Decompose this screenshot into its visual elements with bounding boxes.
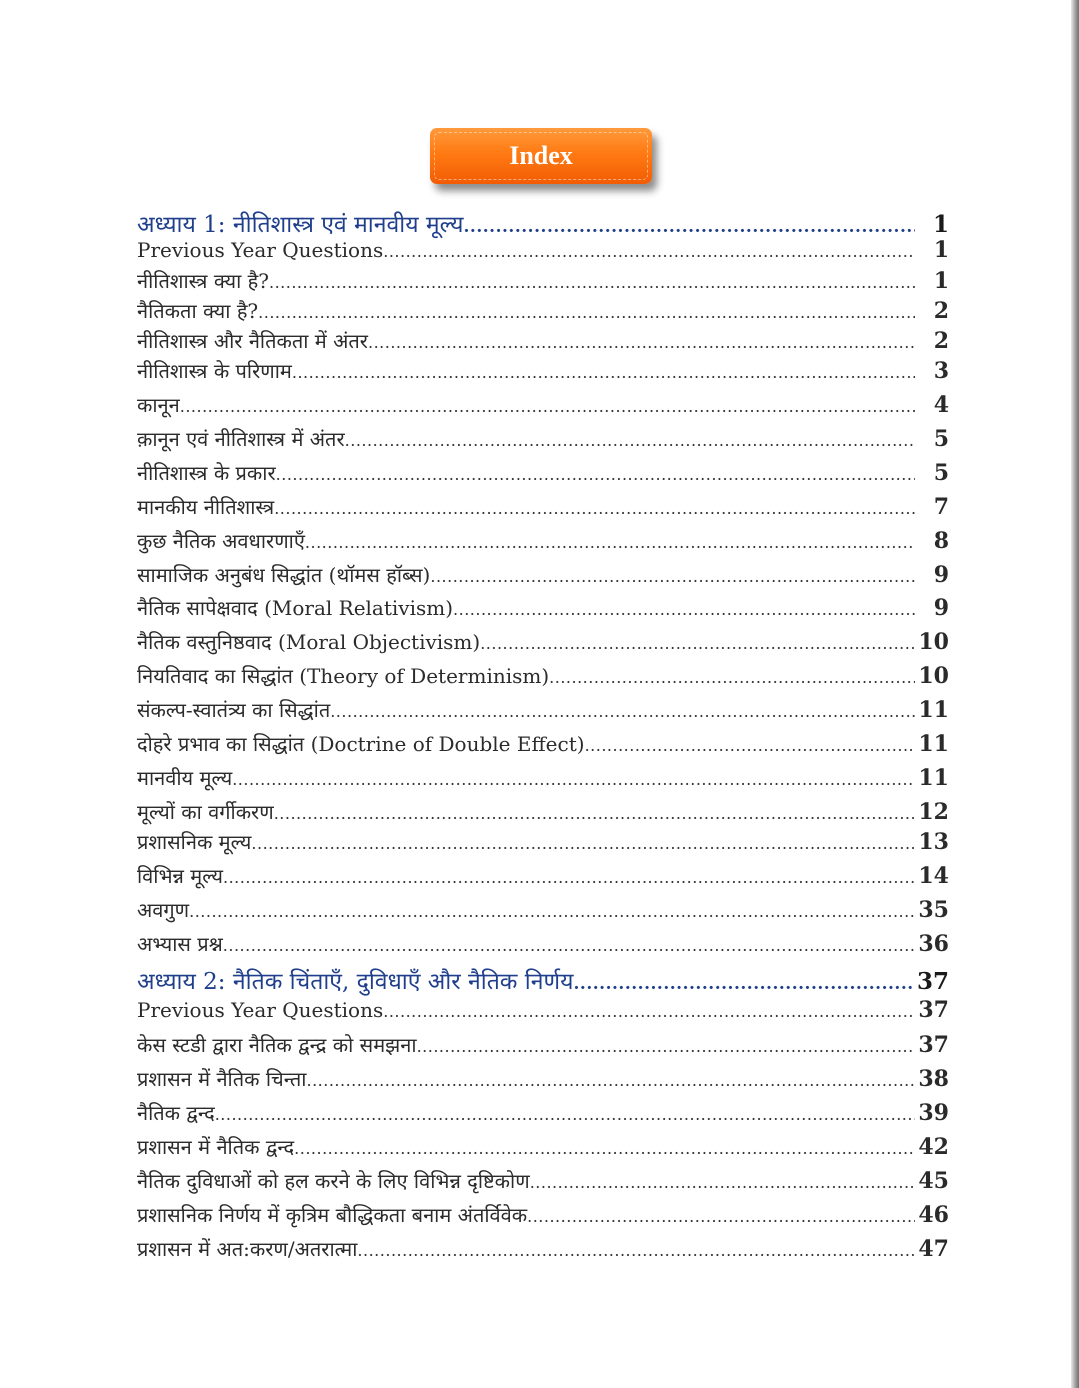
toc-entry-row[interactable] — [137, 1133, 949, 1160]
dot-leader — [215, 1105, 915, 1124]
dot-leader — [417, 1037, 915, 1056]
dot-leader — [251, 834, 915, 853]
toc-page-number: 37 — [918, 1032, 949, 1058]
toc-entry-row[interactable] — [137, 1167, 949, 1194]
dot-leader — [305, 533, 915, 552]
toc-entry-label: नीतिशास्त्र के प्रकार — [137, 461, 276, 485]
toc-entry-label: Previous Year Questions — [137, 238, 384, 262]
toc-entry-label: कुछ नैतिक अवधारणाएँ — [137, 529, 305, 553]
dot-leader — [274, 499, 915, 518]
dot-leader — [464, 217, 916, 237]
toc-page-number: 4 — [933, 392, 949, 418]
toc-entry-label: मानकीय नीतिशास्त्र — [137, 495, 275, 519]
toc-entry-row[interactable] — [137, 594, 949, 621]
toc-entry-label: नीतिशास्त्र क्या है? — [137, 269, 269, 293]
toc-entry-row[interactable] — [137, 730, 949, 757]
toc-entry-label: अध्याय 2: नैतिक चिंताएँ, दुविधाएँ और नैतिक निर्णय — [137, 969, 574, 995]
toc-entry-label: प्रशासन में अत:करण/अतरात्मा — [137, 1237, 358, 1261]
toc-entry-row[interactable] — [137, 896, 949, 923]
dot-leader — [383, 242, 915, 261]
dot-leader — [480, 634, 915, 653]
toc-page-number: 10 — [918, 629, 949, 655]
toc-entry-label: नियतिवाद का सिद्धांत (Theory of Determinism) — [137, 664, 550, 688]
toc-entry-row[interactable] — [137, 1201, 949, 1228]
dot-leader — [189, 902, 915, 921]
toc-entry-row[interactable] — [137, 1235, 949, 1262]
toc-entry-row[interactable] — [137, 297, 949, 324]
dot-leader — [258, 303, 915, 322]
dot-leader — [357, 1241, 915, 1260]
dot-leader — [274, 804, 915, 823]
toc-page-number: 5 — [933, 426, 949, 452]
dot-leader — [368, 333, 915, 352]
dot-leader — [383, 1002, 915, 1021]
toc-entry-label: मूल्यों का वर्गीकरण — [137, 800, 274, 824]
dot-leader — [585, 736, 915, 755]
toc-entry-row[interactable] — [137, 862, 949, 889]
toc-page-number: 35 — [918, 897, 949, 923]
toc-page-number: 1 — [933, 268, 949, 294]
toc-chapter-row[interactable] — [137, 207, 949, 239]
toc-page-number: 37 — [918, 997, 949, 1023]
toc-entry-row[interactable] — [137, 459, 949, 486]
toc-entry-label: अभ्यास प्रश्न — [137, 932, 223, 956]
toc-entry-label: अवगुण — [137, 898, 190, 922]
toc-entry-label: नीतिशास्त्र के परिणाम — [137, 359, 292, 383]
toc-entry-row[interactable] — [137, 527, 949, 554]
toc-page-number: 11 — [918, 731, 949, 757]
toc-entry-row[interactable] — [137, 798, 949, 825]
toc-entry-row[interactable] — [137, 267, 949, 294]
toc-page-number: 10 — [918, 663, 949, 689]
toc-page-number: 11 — [918, 697, 949, 723]
toc-entry-label: नैतिकता क्या है? — [137, 299, 259, 323]
toc-entry-label: विभिन्न मूल्य — [137, 864, 223, 888]
dot-leader — [527, 1207, 915, 1226]
toc-chapter-row[interactable] — [137, 964, 949, 996]
toc-entry-label: Previous Year Questions — [137, 998, 384, 1022]
dot-leader — [345, 431, 915, 450]
toc-page-number: 3 — [933, 358, 949, 384]
toc-entry-label: नैतिक सापेक्षवाद (Moral Relativism) — [137, 596, 454, 620]
toc-page-number: 12 — [918, 799, 949, 825]
toc-page-number: 2 — [933, 298, 949, 324]
toc-page-number: 1 — [932, 211, 949, 238]
toc-entry-row[interactable] — [137, 997, 949, 1023]
toc-page-number: 45 — [918, 1168, 949, 1194]
index-title: Index — [509, 141, 573, 170]
toc-page-number: 39 — [918, 1100, 949, 1126]
toc-page-number: 14 — [918, 863, 949, 889]
dot-leader — [269, 273, 915, 292]
toc-page-number: 9 — [933, 562, 949, 588]
toc-page-number: 7 — [933, 494, 949, 520]
toc-page-number: 36 — [918, 931, 949, 957]
dot-leader — [276, 465, 915, 484]
toc-entry-label: नैतिक द्वन्द — [137, 1101, 215, 1125]
dot-leader — [306, 1071, 915, 1090]
page-edge-shadow — [1071, 0, 1079, 1388]
toc-page-number: 9 — [933, 595, 949, 621]
dot-leader — [430, 567, 915, 586]
toc-entry-label: संकल्प-स्वातंत्र्य का सिद्धांत — [137, 698, 331, 722]
toc-entry-label: नैतिक दुविधाओं को हल करने के लिए विभिन्न दृष्टिकोण — [137, 1169, 530, 1193]
toc-entry-row[interactable] — [137, 930, 949, 957]
dot-leader — [294, 1139, 915, 1158]
toc-entry-label: प्रशासनिक निर्णय में कृत्रिम बौद्धिकता बनाम अंतर्विवेक — [137, 1203, 528, 1227]
toc-entry-row[interactable] — [137, 764, 949, 791]
toc-entry-label: क़ानून एवं नीतिशास्त्र में अंतर — [137, 427, 345, 451]
dot-leader — [530, 1173, 915, 1192]
toc-entry-row[interactable] — [137, 662, 949, 689]
toc-page-number: 11 — [918, 765, 949, 791]
dot-leader — [292, 363, 915, 382]
dot-leader — [232, 770, 915, 789]
index-heading-badge — [430, 128, 652, 184]
toc-entry-row[interactable] — [137, 1065, 949, 1092]
toc-entry-label: प्रशासनिक मूल्य — [137, 830, 252, 854]
toc-entry-label: प्रशासन में नैतिक द्वन्द — [137, 1135, 295, 1159]
toc-page-number: 2 — [933, 328, 949, 354]
toc-entry-row[interactable] — [137, 696, 949, 723]
toc-page-number: 1 — [933, 237, 949, 263]
toc-entry-label: अध्याय 1: नीतिशास्त्र एवं मानवीय मूल्य — [137, 212, 464, 238]
dot-leader — [223, 936, 915, 955]
toc-entry-row[interactable] — [137, 628, 949, 655]
toc-entry-row[interactable] — [137, 561, 949, 588]
dot-leader — [549, 668, 915, 687]
toc-entry-label: नीतिशास्त्र और नैतिकता में अंतर — [137, 329, 368, 353]
toc-entry-row[interactable] — [137, 1099, 949, 1126]
toc-page-number: 37 — [916, 968, 949, 995]
toc-page-number: 46 — [918, 1202, 949, 1228]
toc-entry-label: दोहरे प्रभाव का सिद्धांत (Doctrine of Double Effect) — [137, 732, 585, 756]
toc-entry-row[interactable] — [137, 1031, 949, 1058]
toc-page-number: 13 — [918, 829, 949, 855]
toc-entry-row[interactable] — [137, 327, 949, 354]
toc-entry-row[interactable] — [137, 391, 949, 418]
toc-page-number: 38 — [918, 1066, 949, 1092]
toc-entry-label: सामाजिक अनुबंध सिद्धांत (थॉमस हॉब्स) — [137, 563, 431, 587]
toc-page-number: 47 — [918, 1236, 949, 1262]
toc-entry-label: केस स्टडी द्वारा नैतिक द्वन्द्र को समझना — [137, 1033, 417, 1057]
toc-entry-row[interactable] — [137, 493, 949, 520]
toc-entry-label: प्रशासन में नैतिक चिन्ता — [137, 1067, 307, 1091]
toc-entry-row[interactable] — [137, 425, 949, 452]
toc-entry-row[interactable] — [137, 237, 949, 263]
toc-page-number: 42 — [918, 1134, 949, 1160]
toc-entry-row[interactable] — [137, 357, 949, 384]
dot-leader — [453, 600, 915, 619]
dot-leader — [573, 974, 915, 994]
toc-page-number: 5 — [933, 460, 949, 486]
toc-entry-label: मानवीय मूल्य — [137, 766, 233, 790]
dot-leader — [180, 397, 915, 416]
toc-entry-row[interactable] — [137, 828, 949, 855]
toc-page-number: 8 — [933, 528, 949, 554]
dot-leader — [223, 868, 915, 887]
toc-entry-label: कानून — [137, 393, 180, 417]
dot-leader — [330, 702, 915, 721]
toc-entry-label: नैतिक वस्तुनिष्ठवाद (Moral Objectivism) — [137, 630, 481, 654]
